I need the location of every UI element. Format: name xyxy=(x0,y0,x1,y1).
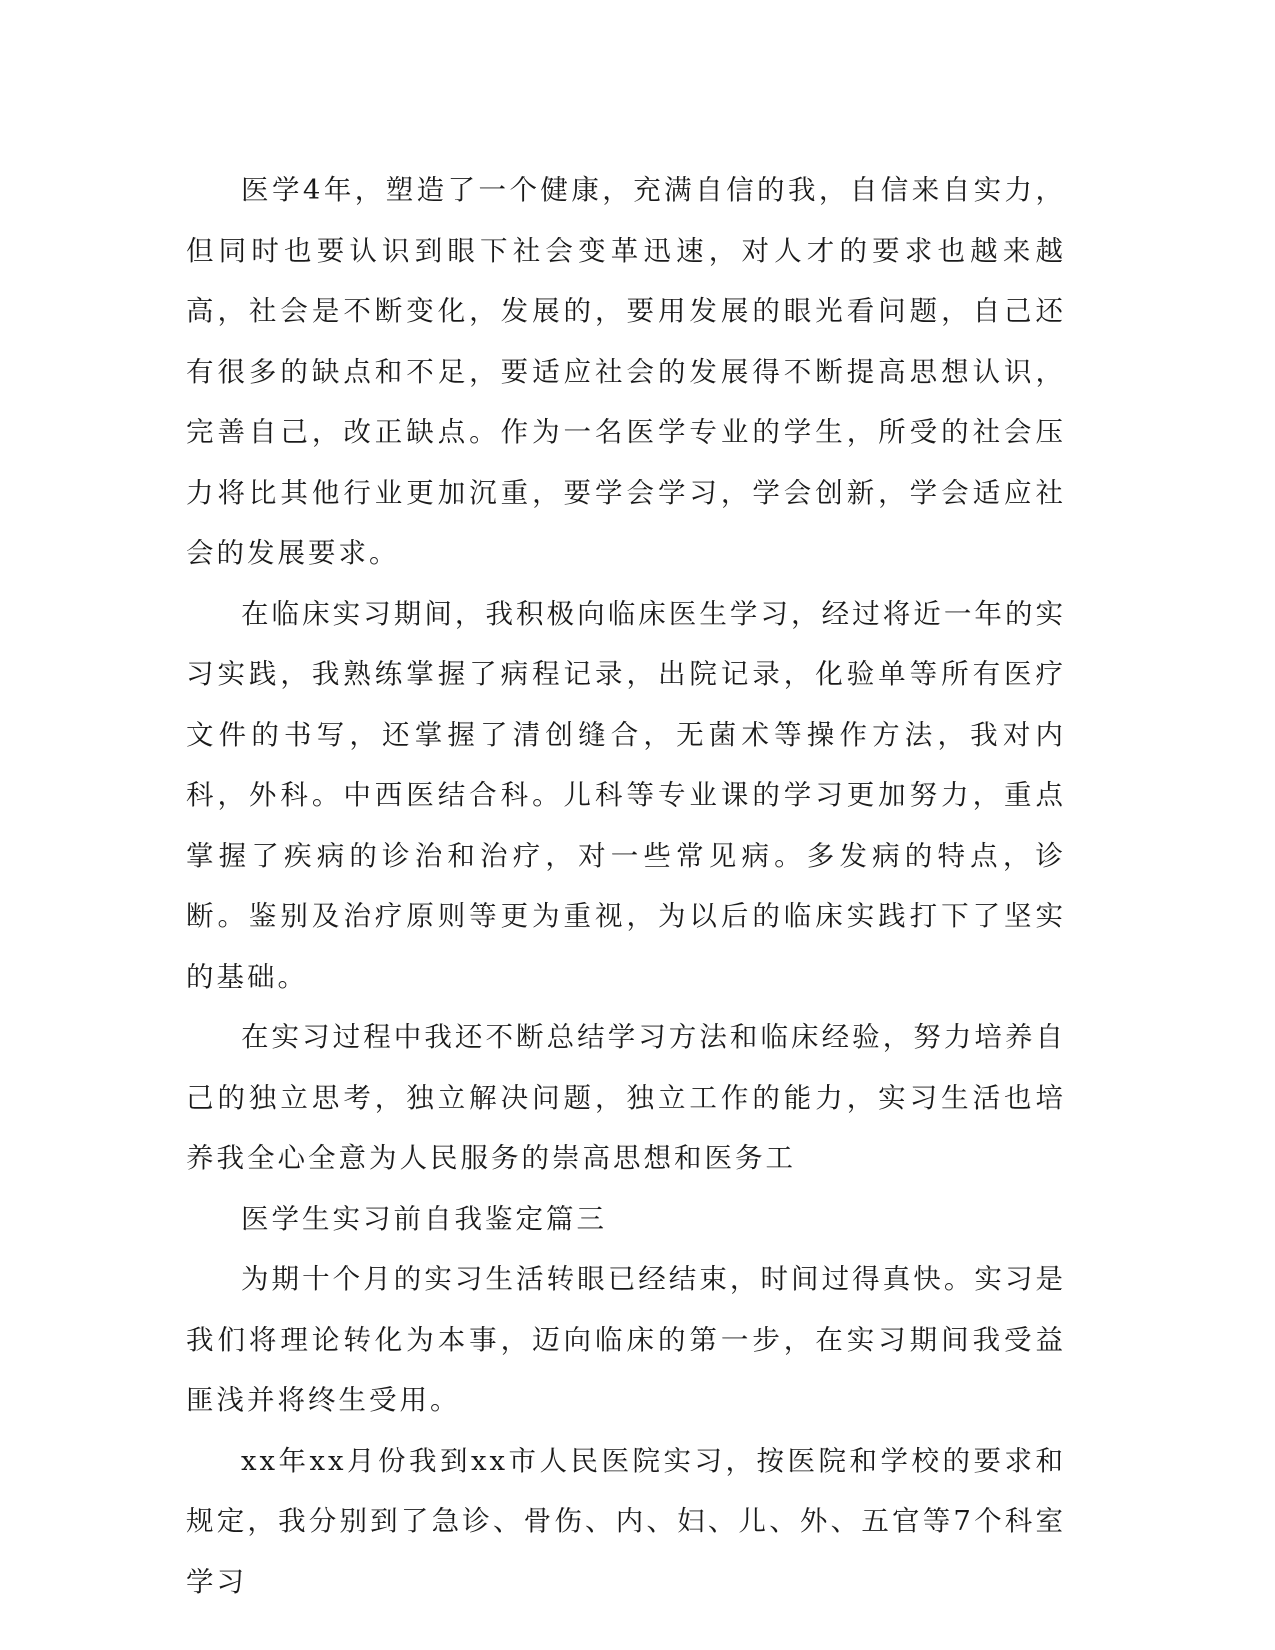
paragraph-2: 在临床实习期间，我积极向临床医生学习，经过将近一年的实习实践，我熟练掌握了病程记录，出院记录，化验单等所有医疗文件的书写，还掌握了清创缝合，无菌术等操作方法，我对内科，外科。中西医结合科。儿科等专业课的学习更加努力，重点掌握了疾病的诊治和治疗，对一些常见病。多发病的特点，诊断。鉴别及治疗原则等更为重视，为以后的临床实践打下了坚实的基础。 xyxy=(186,597,1066,993)
paragraph-3: 在实习过程中我还不断总结学习方法和临床经验，努力培养自己的独立思考，独立解决问题，独立工作的能力，实习生活也培养我全心全意为人民服务的崇高思想和医务工 xyxy=(186,1021,1066,1174)
paragraph-5: xx年xx月份我到xx市人民医院实习，按医院和学校的要求和规定，我分别到了急诊、骨伤、内、妇、儿、外、五官等7个科室学习 xyxy=(186,1444,1066,1598)
paragraph-1: 医学4年，塑造了一个健康，充满自信的我，自信来自实力，但同时也要认识到眼下社会变革迅速，对人才的要求也越来越高，社会是不断变化，发展的，要用发展的眼光看问题，自己还有很多的缺点和不足，要适应社会的发展得不断提高思想认识，完善自己，改正缺点。作为一名医学专业的学生，所受的社会压力将比其他行业更加沉重，要学会学习，学会创新，学会适应社会的发展要求。 xyxy=(186,174,1066,569)
section-heading: 医学生实习前自我鉴定篇三 xyxy=(241,1202,607,1235)
paragraph-4: 为期十个月的实习生活转眼已经结束，时间过得真快。实习是我们将理论转化为本事，迈向临床的第一步，在实习期间我受益匪浅并将终生受用。 xyxy=(186,1263,1066,1416)
document-body xyxy=(186,160,1066,1612)
